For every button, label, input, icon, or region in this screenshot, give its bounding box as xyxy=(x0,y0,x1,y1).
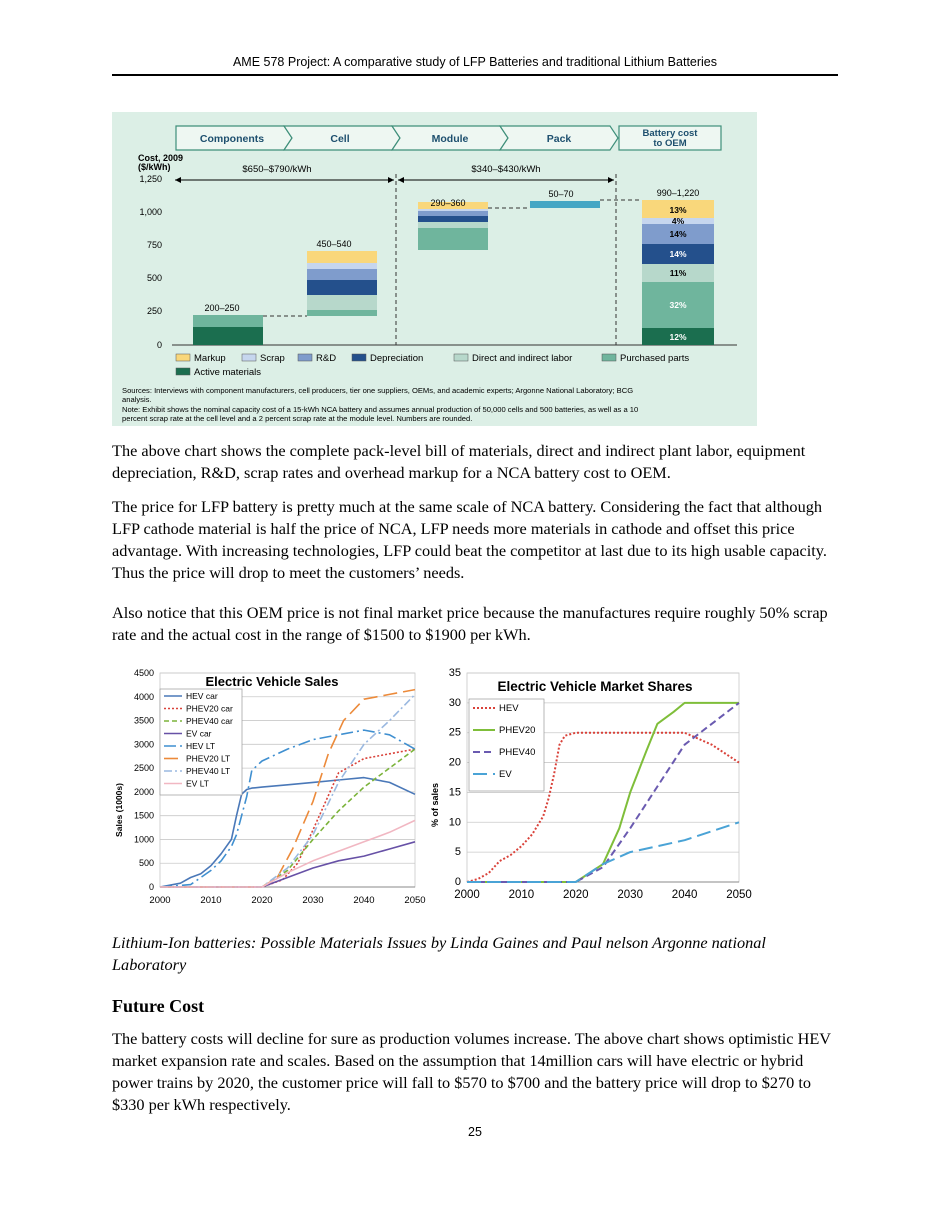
y-tick-label: 1000 xyxy=(133,834,154,845)
paragraph-oem-price: Also notice that this OEM price is not final market price because the manufactures require roughly 50% scrap rate and the actual cost in the range of $1500 to $1900 per kWh. xyxy=(112,603,828,644)
y-axis-label: % of sales xyxy=(430,782,440,828)
figure-caption: Lithium-Ion batteries: Possible Materials Issues by Linda Gaines and Paul nelson Argonne national Laboratory xyxy=(112,933,766,974)
span-label-right: $340–$430/kWh xyxy=(471,164,541,175)
note-line2: percent scrap rate at the cell level and a 2 percent scrap rate at the module level. Numbers are rounded. xyxy=(122,414,473,423)
span-label-left: $650–$790/kWh xyxy=(242,164,312,175)
components-active-materials xyxy=(193,327,263,345)
sources-line1: Sources: Interviews with component manufacturers, cell producers, tier one suppliers, OEMs, and academic experts; Argonne National Laboratory; BCG xyxy=(122,386,634,395)
x-tick-label: 2040 xyxy=(353,895,375,906)
x-tick-label: 2030 xyxy=(617,889,643,901)
oem-percent: 32% xyxy=(669,300,687,310)
oem-percent: 4% xyxy=(671,216,685,226)
legend-label: PHEV40 car xyxy=(186,716,233,726)
y-tick-label: 35 xyxy=(448,667,461,679)
x-tick-label: 2040 xyxy=(671,889,698,901)
legend-label: Purchased parts xyxy=(620,353,690,364)
note-line1: Note: Exhibit shows the nominal capacity cost of a 15-kWh NCA battery and assumes annual production of 50,000 cells and 500 batteries, as well as a 10 xyxy=(122,405,639,414)
cell-markup xyxy=(307,251,377,263)
y-tick-label: 3000 xyxy=(133,739,154,750)
cell-scrap xyxy=(307,263,377,269)
legend-label: PHEV20 xyxy=(499,725,536,736)
x-tick-label: 2050 xyxy=(726,889,752,901)
components-purchased xyxy=(193,315,263,327)
value-label-oem: 990–1,220 xyxy=(656,188,700,198)
battery-cost-waterfall-figure xyxy=(112,112,757,426)
y-tick-label: 10 xyxy=(448,816,461,829)
legend-label: Markup xyxy=(194,353,226,364)
legend-label: Scrap xyxy=(260,353,285,364)
legend-label: Depreciation xyxy=(370,353,424,364)
y-tick: 1,250 xyxy=(139,174,162,184)
page-number: 25 xyxy=(468,1125,482,1139)
cell-labor xyxy=(307,295,377,310)
y-tick-label: 25 xyxy=(448,726,461,739)
oem-percent: 13% xyxy=(669,205,687,215)
y-tick-label: 2500 xyxy=(133,763,154,774)
y-tick-label: 0 xyxy=(454,876,461,888)
legend-label: EV LT xyxy=(186,778,209,789)
y-tick-label: 4000 xyxy=(133,691,154,702)
sources-line2: analysis. xyxy=(122,395,152,404)
y-tick-label: 1500 xyxy=(133,810,154,821)
y-tick-label: 30 xyxy=(448,696,461,709)
x-tick-label: 2000 xyxy=(454,889,480,901)
stage-label-cell: Cell xyxy=(330,133,350,145)
y-tick-label: 15 xyxy=(448,786,461,799)
legend-label: EV xyxy=(499,769,512,780)
x-tick-label: 2030 xyxy=(302,895,324,906)
legend-label: HEV LT xyxy=(186,741,216,751)
stage-label-pack: Pack xyxy=(546,133,572,145)
module-labor xyxy=(418,222,488,228)
y-tick-label: 0 xyxy=(148,882,154,892)
x-tick-label: 2050 xyxy=(404,895,426,906)
stage-label-module: Module xyxy=(431,133,469,145)
oem-percent: 14% xyxy=(669,229,687,239)
legend-label: HEV xyxy=(499,703,519,714)
header-rule xyxy=(112,74,838,76)
stage-label-oem-line1: Battery cost xyxy=(642,128,698,139)
stage-label-components: Components xyxy=(199,133,265,145)
oem-percent: 14% xyxy=(669,249,687,259)
legend-label: HEV car xyxy=(186,691,218,701)
y-tick-label: 20 xyxy=(448,756,461,769)
value-label-module: 290–360 xyxy=(430,198,466,208)
module-depreciation xyxy=(418,216,488,222)
stage-chevrons xyxy=(176,126,721,150)
legend-label: Direct and indirect labor xyxy=(472,353,573,364)
chart-title: Electric Vehicle Market Shares xyxy=(497,679,693,694)
legend-label: PHEV40 LT xyxy=(186,766,231,776)
paragraph-future-cost: The battery costs will decline for sure as production volumes increase. The above chart shows optimistic HEV market expansion rate and scales. Based on the assumption that 14million cars will have electric or hybrid power trains by 2020, the customer price will fall to $570 to $700 and the battery price will drop to $270 to $330 per kWh respectively. xyxy=(112,1029,831,1114)
ev-charts-figure xyxy=(112,665,764,913)
legend-label: Active materials xyxy=(194,367,262,378)
legend-label: EV car xyxy=(186,728,212,739)
x-tick-label: 2020 xyxy=(251,895,273,906)
module-purchased xyxy=(418,228,488,250)
y-tick: 0 xyxy=(156,340,162,350)
pack-bar xyxy=(530,201,600,208)
paragraph-lfp-price: The price for LFP battery is pretty much at the same scale of NCA battery. Considering the fact that although LFP cathode material is half the price of NCA, LFP needs more materials in cathode and offset this price advantage. With increasing technologies, LFP could beat the competitor at last due to its high usable capacity. Thus the price will drop to meet the customers’ needs. xyxy=(112,497,827,582)
module-rnd xyxy=(418,211,488,216)
y-axis-title-line2: ($/kWh) xyxy=(138,162,171,172)
x-tick-label: 2020 xyxy=(563,889,589,901)
y-tick-label: 4500 xyxy=(133,668,154,678)
legend-label: R&D xyxy=(316,353,337,364)
ev-market-share-chart xyxy=(430,667,752,901)
x-tick-label: 2000 xyxy=(149,895,171,906)
module-scrap xyxy=(418,209,488,211)
value-label-cell: 450–540 xyxy=(316,239,352,249)
chart-title: Electric Vehicle Sales xyxy=(205,674,339,689)
oem-percent: 11% xyxy=(669,268,687,278)
y-tick: 250 xyxy=(146,306,162,316)
value-label-pack: 50–70 xyxy=(548,189,574,199)
section-title-future-cost: Future Cost xyxy=(112,996,205,1016)
cell-depreciation xyxy=(307,280,377,295)
x-tick-label: 2010 xyxy=(508,889,535,901)
running-header: AME 578 Project: A comparative study of LFP Batteries and traditional Lithium Batteries xyxy=(232,55,718,69)
stage-label-oem-line2: to OEM xyxy=(653,138,687,149)
y-tick-label: 5 xyxy=(454,846,461,859)
cell-rnd xyxy=(307,269,377,280)
cell-purchased xyxy=(307,310,377,316)
legend-label: PHEV40 xyxy=(499,747,536,758)
ev-sales-chart xyxy=(114,668,426,906)
paragraph-chart-description: The above chart shows the complete pack-level bill of materials, direct and indirect plant labor, equipment depreciation, R&D, scrap rates and overhead markup for a NCA battery cost to OEM. xyxy=(112,441,806,482)
y-tick-label: 500 xyxy=(138,858,154,869)
y-axis-label: Sales (1000s) xyxy=(114,783,124,837)
x-tick-label: 2010 xyxy=(200,895,222,906)
legend-label: PHEV20 car xyxy=(186,703,233,714)
y-tick: 500 xyxy=(146,273,162,283)
y-tick-label: 3500 xyxy=(133,715,154,726)
y-tick: 1,000 xyxy=(139,207,162,217)
legend-label: PHEV20 LT xyxy=(186,753,231,764)
oem-percent: 12% xyxy=(669,332,687,342)
y-tick-label: 2000 xyxy=(133,786,154,797)
y-tick: 750 xyxy=(146,240,162,250)
value-label-components: 200–250 xyxy=(204,303,240,313)
y-axis-title-line1: Cost, 2009 xyxy=(138,153,184,163)
